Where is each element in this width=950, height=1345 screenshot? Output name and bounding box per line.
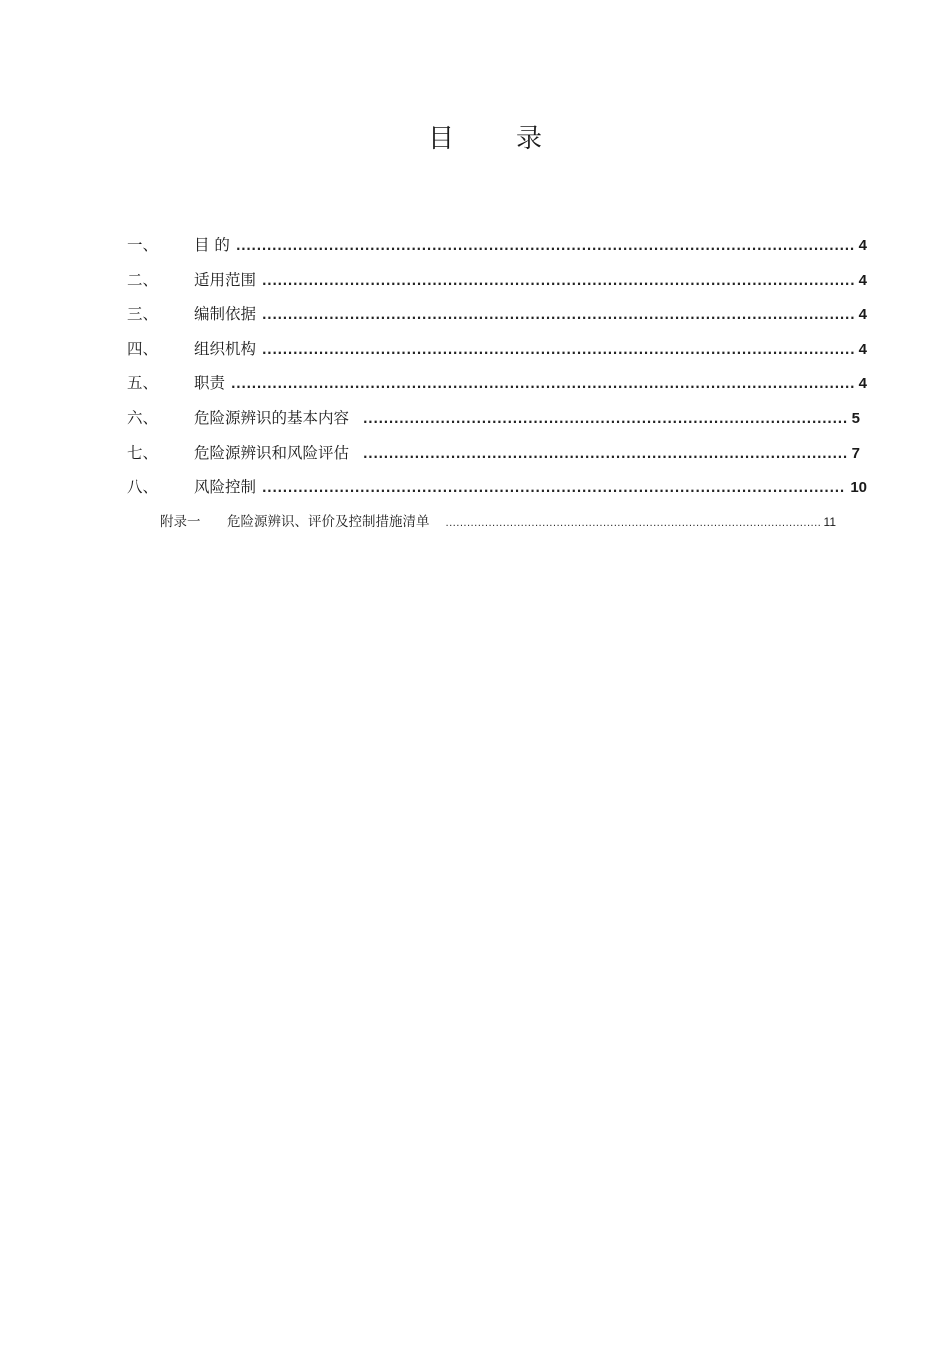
toc-entry-title: 职责	[194, 374, 226, 393]
toc-entry-page: 4	[858, 271, 867, 289]
toc-appendix-entry[interactable]	[160, 510, 836, 540]
toc-entry-number: 四、	[127, 339, 159, 358]
toc-leader-dots	[231, 377, 855, 391]
toc-entry-number: 五、	[127, 374, 159, 393]
toc-entry-page: 4	[858, 237, 867, 254]
toc-entry-4[interactable]	[127, 337, 867, 372]
toc-entry-number: 二、	[127, 270, 159, 289]
toc-entry-number: 七、	[127, 443, 159, 462]
table-of-contents	[127, 233, 867, 540]
toc-entry-3[interactable]	[127, 302, 867, 337]
toc-entry-title: 适用范围	[194, 270, 257, 289]
toc-entry-2[interactable]	[127, 268, 867, 303]
toc-appendix-page: 11	[823, 514, 836, 529]
page-title-part1: 目	[427, 124, 454, 154]
toc-entry-page: 4	[858, 306, 867, 324]
toc-entry-5[interactable]	[127, 371, 867, 406]
toc-entry-7[interactable]	[127, 441, 860, 476]
toc-entry-title: 目 的	[194, 236, 230, 254]
page-title-part2: 录	[516, 124, 543, 154]
toc-entry-number: 一、	[127, 236, 159, 254]
toc-entry-1[interactable]	[127, 233, 867, 268]
toc-entry-6[interactable]	[127, 406, 860, 441]
toc-leader-dots	[236, 239, 855, 253]
toc-entry-title: 风险控制	[194, 478, 257, 497]
toc-entry-number: 八、	[127, 478, 159, 497]
toc-leader-dots	[363, 447, 848, 461]
toc-entry-page: 4	[858, 340, 867, 358]
toc-entry-page: 4	[858, 375, 867, 393]
toc-entry-title: 危险源辨识的基本内容	[194, 408, 350, 427]
toc-leader-dots	[262, 481, 846, 495]
toc-entry-page: 10	[850, 479, 867, 497]
toc-entry-title: 组织机构	[194, 339, 257, 358]
toc-leader-dots	[363, 412, 848, 426]
toc-leader-dots	[262, 308, 855, 322]
toc-appendix-title: 危险源辨识、评价及控制措施清单	[227, 513, 430, 530]
toc-leader-dots	[446, 518, 820, 529]
toc-entry-number: 三、	[127, 305, 159, 324]
toc-leader-dots	[262, 343, 855, 357]
toc-entry-page: 7	[851, 444, 860, 462]
toc-entry-title: 编制依据	[194, 305, 257, 324]
toc-entry-title: 危险源辨识和风险评估	[194, 443, 350, 462]
toc-entry-number: 六、	[127, 408, 159, 427]
toc-entry-8[interactable]	[127, 475, 867, 510]
toc-appendix-number: 附录一	[160, 513, 201, 530]
toc-entry-page: 5	[851, 409, 860, 427]
page-title	[0, 118, 950, 155]
toc-leader-dots	[262, 274, 855, 288]
